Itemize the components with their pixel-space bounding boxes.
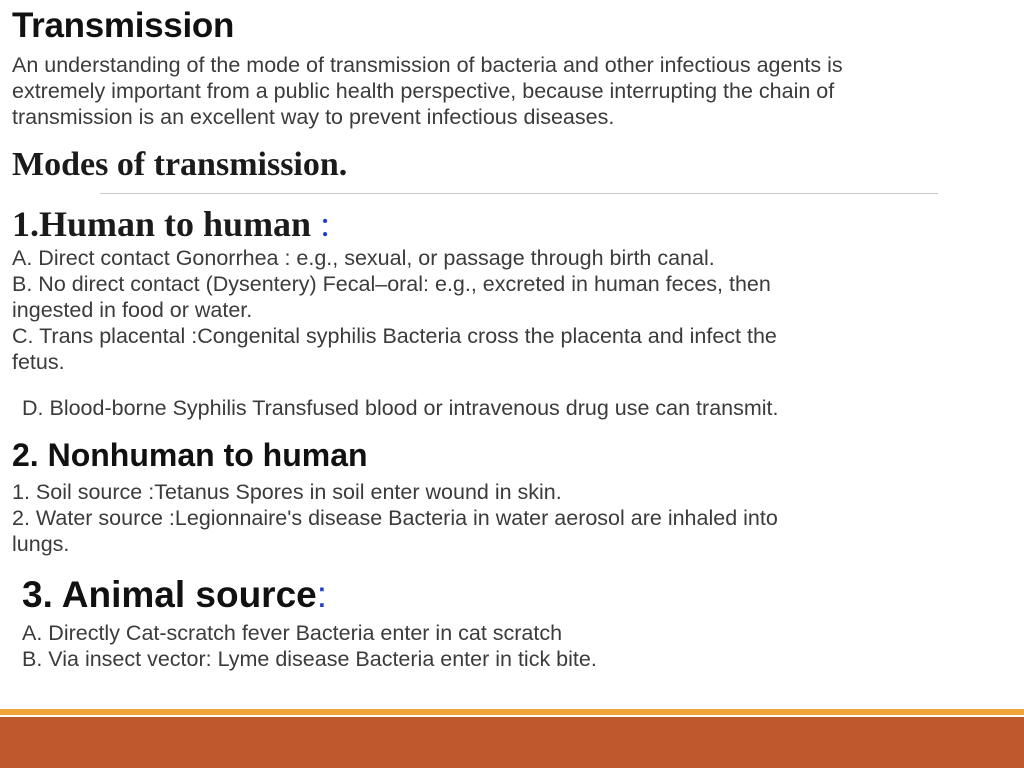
intro-line: transmission is an excellent way to prevent infectious diseases.: [12, 105, 615, 129]
section1-item-d: D. Blood-borne Syphilis Transfused blood or intravenous drug use can transmit.: [22, 396, 779, 420]
section1-colon: :: [320, 204, 331, 244]
list-item: 2. Water source :Legionnaire's disease Bacteria in water aerosol are inhaled into: [12, 506, 778, 530]
section1-heading-text: 1.Human to human: [12, 204, 321, 244]
list-item: B. No direct contact (Dysentery) Fecal–oral: e.g., excreted in human feces, then: [12, 272, 771, 296]
divider-rule: [100, 193, 938, 194]
list-item: ingested in food or water.: [12, 298, 253, 322]
list-item: fetus.: [12, 350, 65, 374]
section1-list: [12, 245, 777, 375]
list-item: C. Trans placental :Congenital syphilis Bacteria cross the placenta and infect the: [12, 324, 777, 348]
intro-line: extremely important from a public health perspective, because interrupting the chain of: [12, 79, 835, 103]
modes-heading: Modes of transmission.: [12, 146, 348, 183]
slide-title: Transmission: [12, 6, 235, 45]
list-item: lungs.: [12, 532, 70, 556]
footer-accent-stripe: [0, 709, 1024, 715]
footer-band: [0, 717, 1024, 768]
section2-list: [12, 479, 778, 557]
section1-heading: [12, 203, 330, 245]
list-item: A. Directly Cat-scratch fever Bacteria enter in cat scratch: [22, 621, 563, 645]
section3-list: [22, 620, 597, 672]
section3-colon: :: [316, 574, 328, 615]
section3-heading: [22, 574, 327, 616]
list-item: 1. Soil source :Tetanus Spores in soil enter wound in skin.: [12, 480, 562, 504]
section3-heading-text: 3. Animal source: [22, 574, 317, 615]
section2-heading: 2. Nonhuman to human: [12, 437, 368, 473]
intro-paragraph: [12, 52, 843, 130]
list-item: A. Direct contact Gonorrhea : e.g., sexual, or passage through birth canal.: [12, 246, 715, 270]
list-item: B. Via insect vector: Lyme disease Bacteria enter in tick bite.: [22, 647, 597, 671]
intro-line: An understanding of the mode of transmission of bacteria and other infectious agents is: [12, 53, 843, 77]
